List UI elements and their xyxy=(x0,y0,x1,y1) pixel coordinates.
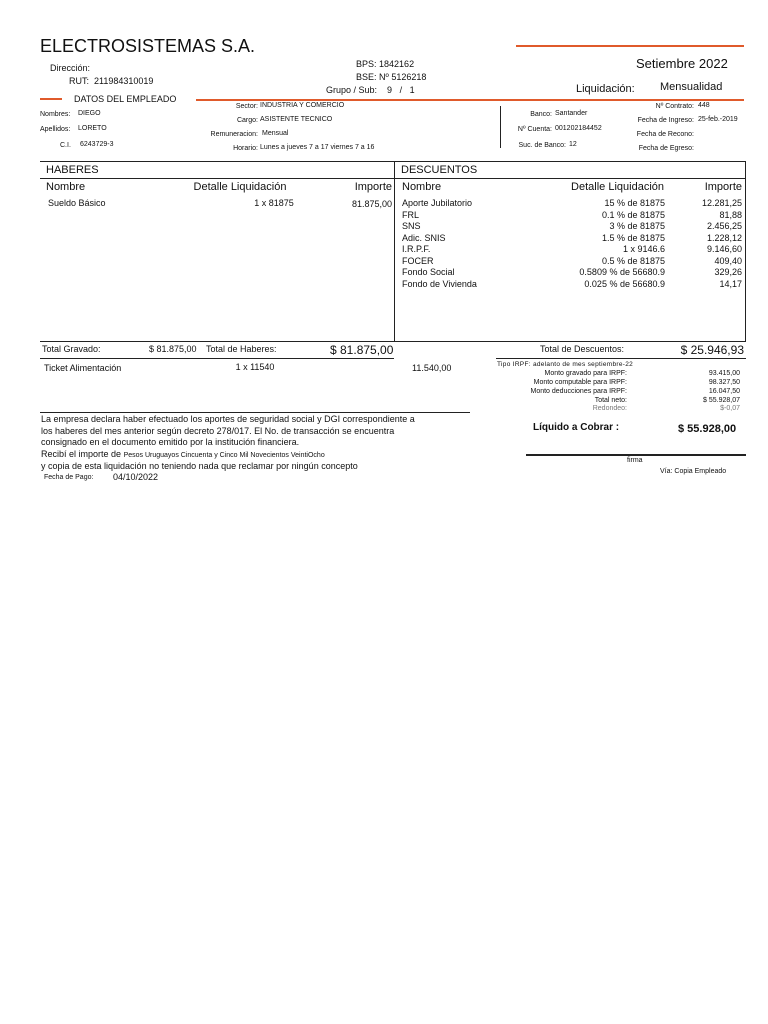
employee-accent-short xyxy=(40,98,62,100)
address-label: Dirección: xyxy=(50,63,91,73)
total-haberes-label: Total de Haberes: xyxy=(206,344,277,354)
fecha-pago-label: Fecha de Pago: xyxy=(44,474,94,481)
total-descuentos-value: $ 25.946,93 xyxy=(680,343,744,357)
descuento-nombre: Fondo de Vivienda xyxy=(402,278,477,289)
period-month: Setiembre xyxy=(636,56,696,71)
descuento-detalle: 0.1 % de 81875 xyxy=(601,209,665,220)
fecha-pago-value: 04/10/2022 xyxy=(113,472,159,482)
suc-value: 12 xyxy=(569,141,577,148)
grupo-sep: / xyxy=(399,85,403,95)
descuento-nombre: FRL xyxy=(402,209,420,220)
horario-label: Horario: xyxy=(233,145,258,152)
haberes-col-detalle: Detalle Liquidación xyxy=(193,181,287,193)
importe-letras: Pesos Uruguayos Cincuenta y Cinco Mil Novecientos VeintiOcho xyxy=(123,452,325,459)
ci-value: 6243729-3 xyxy=(80,141,114,148)
period-year: 2022 xyxy=(698,56,728,71)
nombres-label: Nombres: xyxy=(40,111,71,118)
recibi-row xyxy=(41,449,325,459)
desc-col-importe: Importe xyxy=(704,181,742,193)
liquido-label: Líquido a Cobrar : xyxy=(533,422,620,433)
irpf-gravado-value: 93.415,00 xyxy=(708,370,740,377)
grupo-row xyxy=(326,85,415,95)
irpf-tipo-value: adelanto de mes septiembre-22 xyxy=(532,361,634,368)
cargo-label: Cargo: xyxy=(236,117,258,124)
irpf-redondeo-value: $-0,07 xyxy=(720,405,740,412)
descuento-detalle: 1.5 % de 81875 xyxy=(601,232,665,243)
ingreso-label: Fecha de Ingreso: xyxy=(637,117,694,124)
descuento-nombre: Fondo Social xyxy=(402,267,455,277)
grupo-value: 9 xyxy=(387,85,393,95)
contrato-value: 448 xyxy=(698,102,710,109)
descuento-nombre: FOCER xyxy=(402,255,434,266)
bse-label: BSE: xyxy=(356,72,377,82)
haberes-row-nombre: Sueldo Básico xyxy=(48,198,106,208)
apellidos-value: LORETO xyxy=(78,125,107,132)
horario-value: Lunes a jueves 7 a 17 viernes 7 a 16 xyxy=(260,144,375,151)
ci-label: C.I. xyxy=(60,142,71,149)
contrato-label: Nº Contrato: xyxy=(655,103,694,110)
egreso-label: Fecha de Egreso: xyxy=(638,145,694,152)
haberes-col-importe: Importe xyxy=(354,181,392,193)
table-top-line xyxy=(40,161,746,162)
liq-label: Liquidación: xyxy=(576,83,635,95)
via-label: Vía: Copia Empleado xyxy=(660,468,727,475)
descuento-importe: 2.456,25 xyxy=(706,221,742,231)
bps-value: 1842162 xyxy=(379,59,415,69)
liquido-value: $ 55.928,00 xyxy=(678,423,737,435)
totals-line xyxy=(40,358,394,359)
firma-line xyxy=(526,454,746,456)
ticket-detalle: 1 x 11540 xyxy=(235,362,275,372)
haberes-col-nombre: Nombre xyxy=(46,181,86,193)
ingreso-value: 25-feb.-2019 xyxy=(698,116,738,123)
ticket-label: Ticket Alimentación xyxy=(44,363,122,373)
haberes-row-importe: 81.875,00 xyxy=(351,199,392,209)
irpf-tipo xyxy=(497,361,633,368)
table-right-border xyxy=(745,161,746,341)
total-gravado-value: $ 81.875,00 xyxy=(149,344,197,354)
cuenta-label: Nº Cuenta: xyxy=(517,126,552,133)
descuento-importe: 12.281,25 xyxy=(701,198,742,208)
desc-col-nombre: Nombre xyxy=(402,181,442,193)
recibi-label: Recibí el importe de xyxy=(41,449,122,459)
descuento-nombre: I.R.P.F. xyxy=(402,244,431,254)
declaration-top-line xyxy=(40,412,470,413)
rut-label: RUT: xyxy=(69,76,89,86)
irpf-neto-value: $ 55.928,07 xyxy=(703,397,740,404)
total-descuentos-label: Total de Descuentos: xyxy=(540,344,625,354)
sub-value: 1 xyxy=(409,85,415,95)
irpf-computable-value: 98.327,50 xyxy=(708,379,740,386)
header-accent-line xyxy=(516,45,744,47)
descuento-importe: 1.228,12 xyxy=(706,232,742,243)
banco-label: Banco: xyxy=(530,111,552,118)
declaration-line5: y copia de esta liquidación no teniendo nada que reclamar por ningún concepto xyxy=(41,461,358,471)
irpf-tipo-label: Tipo IRPF: xyxy=(497,361,531,368)
recono-label: Fecha de Recono: xyxy=(636,131,694,138)
descuento-importe: 14,17 xyxy=(719,278,742,289)
total-haberes-value: $ 81.875,00 xyxy=(330,343,394,357)
descuentos-title: DESCUENTOS xyxy=(401,164,478,176)
descuento-nombre: Adic. SNIS xyxy=(402,232,446,243)
declaration-line1: La empresa declara haber efectuado los aportes de seguridad social y DGI correspondiente a xyxy=(41,414,415,424)
haberes-row-detalle: 1 x 81875 xyxy=(254,198,294,208)
irpf-redondeo-label: Redondeo: xyxy=(592,405,627,412)
descuento-detalle: 15 % de 81875 xyxy=(604,198,665,208)
descuento-detalle: 3 % de 81875 xyxy=(609,221,665,231)
irpf-deducciones-label: Monto deducciones para IRPF: xyxy=(530,388,627,395)
employee-accent-line xyxy=(196,99,744,101)
sector-value: INDUSTRIA Y COMERCIO xyxy=(260,102,345,109)
descuento-nombre: Aporte Jubilatorio xyxy=(402,198,473,208)
haberes-title: HABERES xyxy=(46,164,99,176)
desc-col-detalle: Detalle Liquidación xyxy=(571,181,664,193)
irpf-neto-label: Total neto: xyxy=(594,397,627,404)
table-mid-divider xyxy=(394,161,395,341)
grupo-label: Grupo / Sub: xyxy=(326,85,378,95)
irpf-deducciones-value: 16.047,50 xyxy=(708,388,740,395)
cuenta-value: 001202184452 xyxy=(555,125,602,132)
ticket-importe: 11.540,00 xyxy=(412,363,452,373)
bse-value: Nº 5126218 xyxy=(379,72,427,82)
descuento-detalle: 1 x 9146.6 xyxy=(622,244,665,254)
table-bottom-line xyxy=(40,341,746,342)
total-gravado-label: Total Gravado: xyxy=(42,344,101,354)
liq-type: Mensualidad xyxy=(660,81,723,93)
irpf-computable-label: Monto computable para IRPF: xyxy=(533,379,627,386)
suc-label: Suc. de Banco: xyxy=(518,142,566,149)
descuento-importe: 409,40 xyxy=(714,255,742,266)
bps-label: BPS: xyxy=(356,59,377,69)
descuento-detalle: 0.025 % de 56680.9 xyxy=(584,278,665,289)
descuento-detalle: 0.5 % de 81875 xyxy=(601,255,665,266)
descuento-detalle: 0.5809 % de 56680.9 xyxy=(579,267,665,277)
declaration-line2: los haberes del mes anterior según decreto 278/017. El No. de transacción se encuentra xyxy=(41,426,395,436)
apellidos-label: Apellidos: xyxy=(40,126,71,133)
rut-value: 211984310019 xyxy=(94,76,154,86)
bse-row xyxy=(356,72,426,82)
period xyxy=(636,56,728,71)
cargo-value: ASISTENTE TECNICO xyxy=(260,116,333,123)
remun-value: Mensual xyxy=(262,130,289,137)
rut-row xyxy=(69,76,153,86)
banco-value: Santander xyxy=(555,110,588,117)
totals-line-right xyxy=(496,358,746,359)
descuento-importe: 81,88 xyxy=(719,209,742,220)
nombres-value: DIEGO xyxy=(78,110,101,117)
sector-label: Sector: xyxy=(235,103,258,110)
employee-section-title: DATOS DEL EMPLEADO xyxy=(74,94,177,104)
descuento-importe: 329,26 xyxy=(714,267,742,277)
declaration-line3: consignado en el documento emitido por la institución financiera. xyxy=(41,437,300,447)
descuento-importe: 9.146,60 xyxy=(706,244,742,254)
irpf-gravado-label: Monto gravado para IRPF: xyxy=(544,370,627,377)
descuento-nombre: SNS xyxy=(402,221,421,231)
remun-label: Remuneracion: xyxy=(210,131,258,138)
firma-label: firma xyxy=(627,457,643,464)
bps-row xyxy=(356,59,414,69)
table-header-line xyxy=(40,178,746,179)
company-name: ELECTROSISTEMAS S.A. xyxy=(40,36,256,56)
